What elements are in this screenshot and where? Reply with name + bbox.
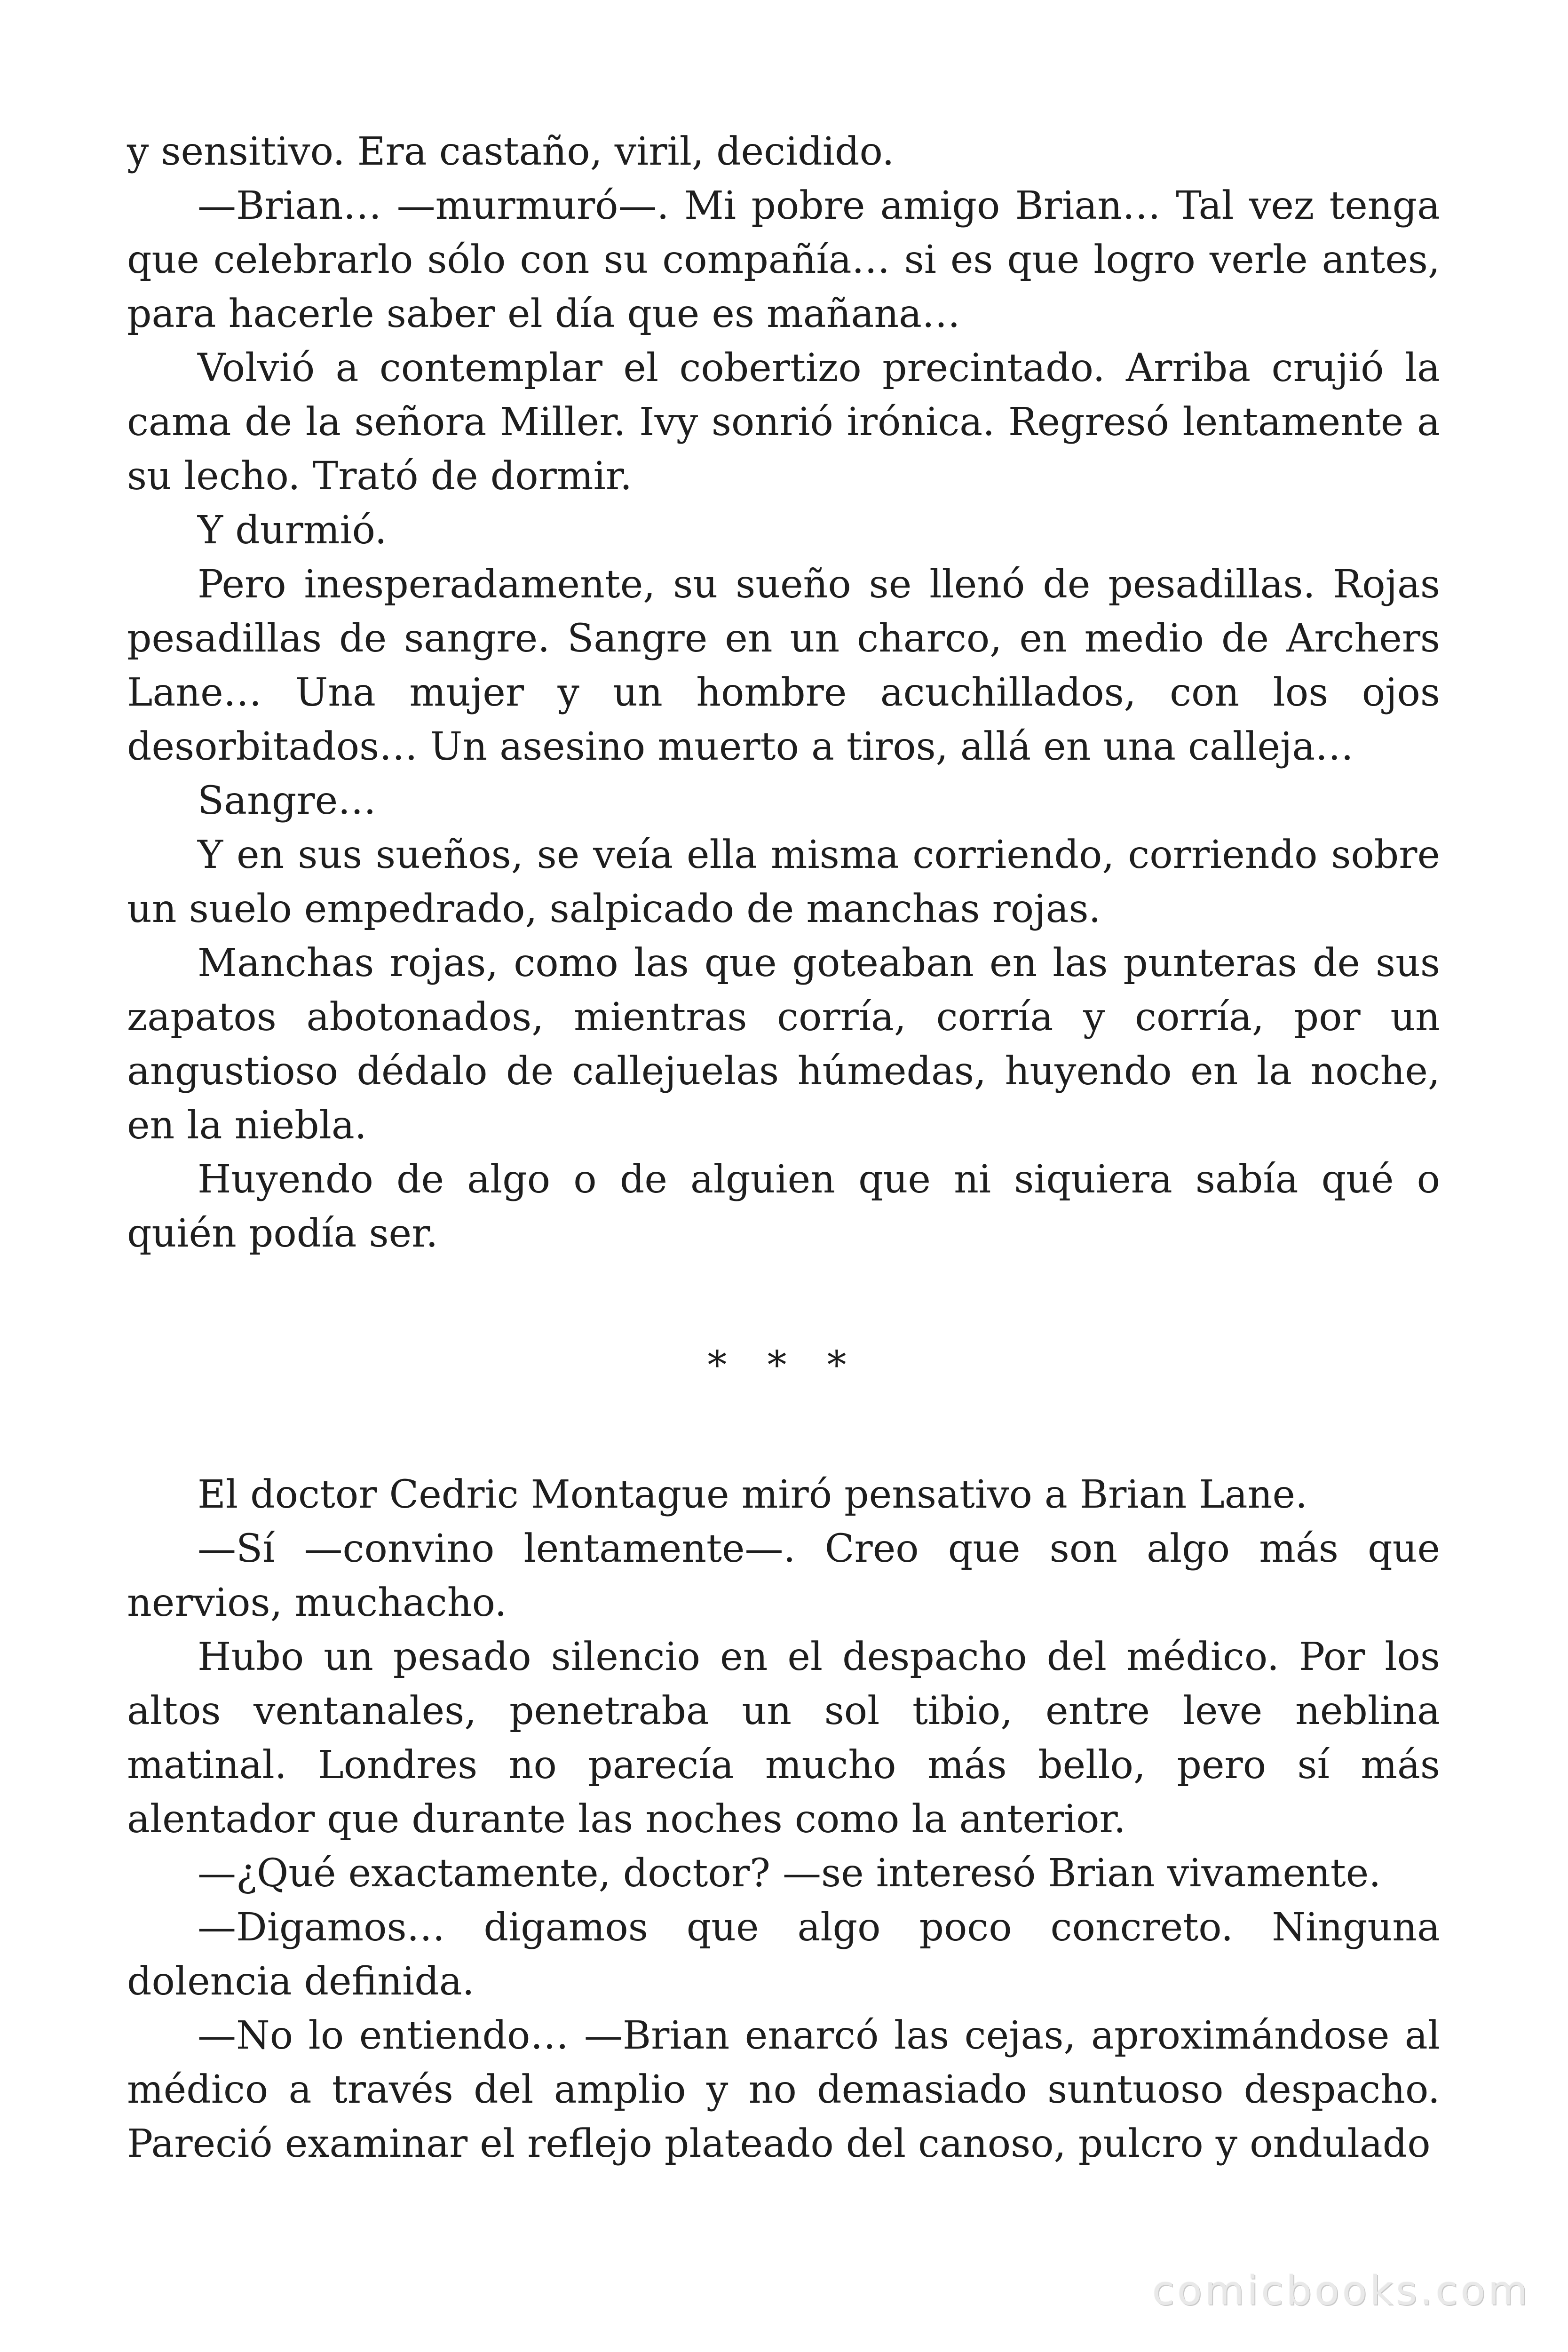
- paragraph: Volvió a contemplar el cobertizo precintado. Arriba crujió la cama de la señora Miller. Ivy sonrió irónica. Regresó lentamente a su lecho. Trató de dormir.: [127, 346, 1440, 499]
- text-block-top: [127, 125, 1440, 1261]
- text-block-bottom: [127, 1468, 1440, 2171]
- paragraph: El doctor Cedric Montague miró pensativo a Brian Lane.: [198, 1472, 1308, 1517]
- paragraph: Y durmió.: [198, 508, 387, 553]
- paragraph: Huyendo de algo o de alguien que ni siquiera sabía qué o quién podía ser.: [127, 1157, 1440, 1256]
- paragraph: Pero inesperadamente, su sueño se llenó de pesadillas. Rojas pesadillas de sangre. Sangre en un charco, en medio de Archers Lane… Una mujer y un hombre acuchillados, con los ojos desorbitados… Un asesino muerto a tiros, allá en una calleja…: [127, 562, 1440, 769]
- paragraph: Sangre…: [198, 779, 377, 823]
- paragraph: Y en sus sueños, se veía ella misma corriendo, corriendo sobre un suelo empedrado, salpicado de manchas rojas.: [127, 833, 1440, 931]
- paragraph: Hubo un pesado silencio en el despacho del médico. Por los altos ventanales, penetraba un sol tibio, entre leve neblina matinal. Londres no parecía mucho más bello, pero sí más alentador que durante las noches como la anterior.: [127, 1635, 1440, 1842]
- paragraph: Manchas rojas, como las que goteaban en las punteras de sus zapatos abotonados, mientras corría, corría y corría, por un angustioso dédalo de callejuelas húmedas, huyendo en la noche, en la niebla.: [127, 941, 1440, 1148]
- paragraph: —Digamos… digamos que algo poco concreto. Ninguna dolencia definida.: [127, 1905, 1440, 2004]
- paragraph: —Sí —convino lentamente—. Creo que son algo más que nervios, muchacho.: [127, 1526, 1440, 1625]
- paragraph: —¿Qué exactamente, doctor? —se interesó Brian vivamente.: [198, 1851, 1381, 1896]
- scene-separator: * * *: [707, 1343, 861, 1388]
- paragraph: y sensitivo. Era castaño, viril, decidido.: [127, 129, 895, 174]
- watermark: comicbooks.com: [1152, 2267, 1530, 2314]
- paragraph: —No lo entiendo… —Brian enarcó las cejas, aproximándose al médico a través del amplio y no demasiado suntuoso despacho. Pareció examinar el reflejo plateado del canoso, pulcro y ondulado: [127, 2013, 1440, 2166]
- paragraph: —Brian… —murmuró—. Mi pobre amigo Brian… Tal vez tenga que celebrarlo sólo con su compañía… si es que logro verle antes, para hacerle saber el día que es mañana…: [127, 183, 1440, 336]
